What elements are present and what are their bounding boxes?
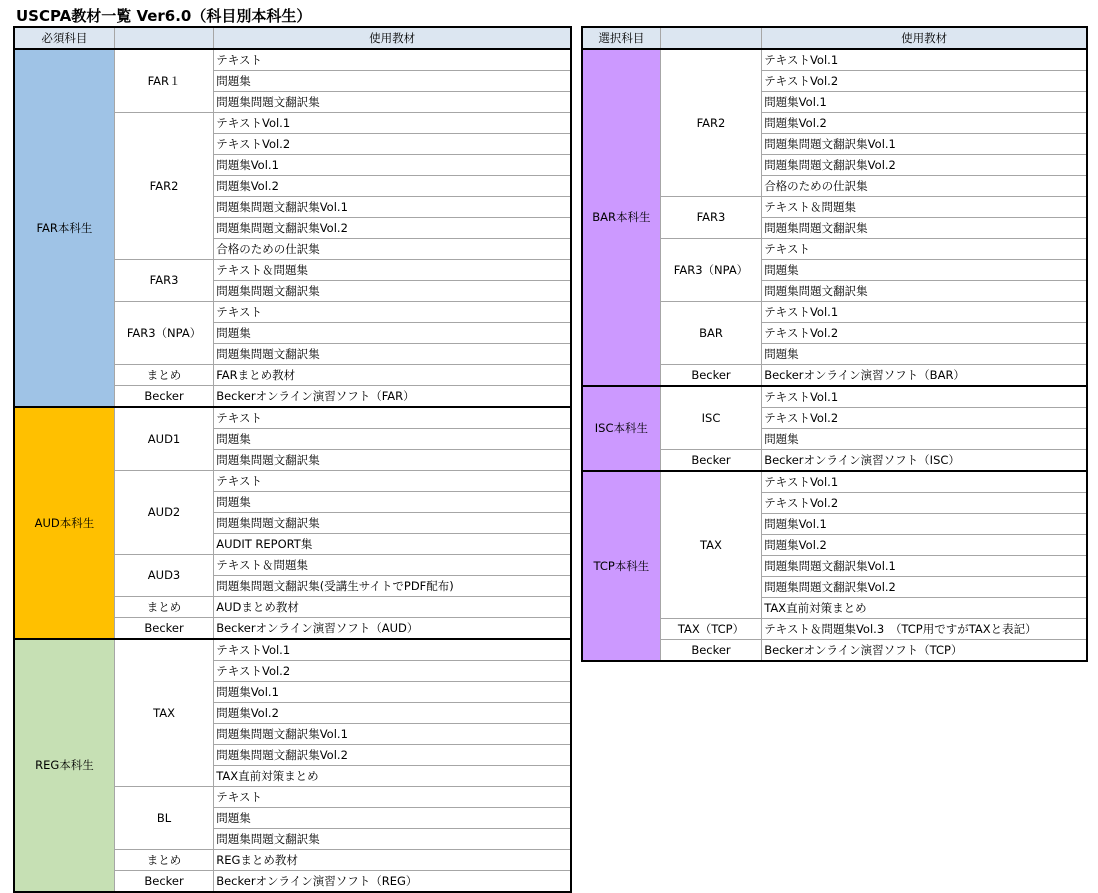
material-cell: REGまとめ教材 (214, 850, 571, 871)
material-cell: 問題集 (214, 71, 571, 92)
elective-subjects-table (581, 26, 1088, 662)
material-cell: テキスト＆問題集 (762, 197, 1087, 218)
table-row (14, 639, 571, 661)
course-group-cell: Becker (660, 450, 761, 472)
material-cell: テキストVol.2 (762, 408, 1087, 429)
material-cell: 問題集問題文翻訳集 (214, 829, 571, 850)
material-cell: 問題集 (214, 429, 571, 450)
material-cell: テキストVol.2 (762, 71, 1087, 92)
course-group-cell: まとめ (114, 850, 213, 871)
course-group-cell: FAR3 (114, 260, 213, 302)
material-cell: Beckerオンライン演習ソフト（BAR） (762, 365, 1087, 387)
subject-section (14, 639, 571, 892)
course-group-cell: FAR3 (660, 197, 761, 239)
subject-section (14, 407, 571, 639)
material-cell: 問題集 (214, 323, 571, 344)
material-cell: 問題集Vol.1 (214, 682, 571, 703)
material-cell: 問題集 (762, 429, 1087, 450)
material-cell: 問題集問題文翻訳集Vol.1 (214, 724, 571, 745)
material-cell: 問題集問題文翻訳集Vol.2 (214, 745, 571, 766)
course-group-cell: FAR3（NPA） (114, 302, 213, 365)
material-cell: テキスト (214, 302, 571, 323)
material-cell: 問題集 (762, 344, 1087, 365)
material-cell: FARまとめ教材 (214, 365, 571, 386)
header-blank (660, 27, 761, 49)
material-cell: 問題集 (762, 260, 1087, 281)
course-group-cell: FAR１ (114, 49, 213, 113)
material-cell: 問題集 (214, 492, 571, 513)
material-cell: テキストVol.2 (762, 493, 1087, 514)
header-subject: 必須科目 (14, 27, 114, 49)
subject-cell: BAR本科生 (582, 49, 660, 386)
course-group-cell: まとめ (114, 365, 213, 386)
material-cell: 問題集問題文翻訳集 (214, 344, 571, 365)
subject-section (582, 471, 1087, 661)
subject-cell: REG本科生 (14, 639, 114, 892)
subject-cell: AUD本科生 (14, 407, 114, 639)
page-title: USCPA教材一覧 Ver6.0（科目別本科生） (16, 7, 312, 25)
material-cell: Beckerオンライン演習ソフト（AUD） (214, 618, 571, 640)
material-cell: テキストVol.1 (214, 639, 571, 661)
material-cell: Beckerオンライン演習ソフト（TCP） (762, 640, 1087, 662)
material-cell: 問題集問題文翻訳集 (214, 450, 571, 471)
material-cell: AUDIT REPORT集 (214, 534, 571, 555)
material-cell: 問題集問題文翻訳集 (762, 281, 1087, 302)
material-cell: 問題集問題文翻訳集 (214, 92, 571, 113)
table-row (582, 49, 1087, 71)
course-group-cell: BL (114, 787, 213, 850)
material-cell: 問題集Vol.1 (762, 514, 1087, 535)
material-cell: 問題集Vol.2 (214, 703, 571, 724)
material-cell: テキスト (214, 49, 571, 71)
header-blank (114, 27, 213, 49)
table-row (582, 471, 1087, 493)
material-cell: テキストVol.2 (762, 323, 1087, 344)
material-cell: AUDまとめ教材 (214, 597, 571, 618)
material-cell: テキストVol.1 (762, 471, 1087, 493)
table-row (582, 386, 1087, 408)
subject-cell: ISC本科生 (582, 386, 660, 471)
course-group-cell: AUD2 (114, 471, 213, 555)
subject-cell: FAR本科生 (14, 49, 114, 407)
material-cell: テキスト (214, 471, 571, 492)
material-cell: 問題集問題文翻訳集Vol.1 (214, 197, 571, 218)
subject-cell: TCP本科生 (582, 471, 660, 661)
subject-section (582, 49, 1087, 386)
material-cell: 合格のための仕訳集 (214, 239, 571, 260)
material-cell: Beckerオンライン演習ソフト（REG） (214, 871, 571, 893)
subject-section (14, 49, 571, 407)
course-group-cell: FAR2 (660, 49, 761, 197)
material-cell: TAX直前対策まとめ (762, 598, 1087, 619)
course-group-cell: TAX (660, 471, 761, 619)
material-cell: テキストVol.1 (762, 302, 1087, 323)
course-group-cell: TAX (114, 639, 213, 787)
course-group-cell: Becker (660, 640, 761, 662)
material-cell: 問題集Vol.2 (762, 535, 1087, 556)
material-cell: Beckerオンライン演習ソフト（FAR） (214, 386, 571, 408)
header-materials: 使用教材 (214, 27, 571, 49)
material-cell: 問題集Vol.1 (762, 92, 1087, 113)
course-group-cell: TAX（TCP） (660, 619, 761, 640)
material-cell: テキスト＆問題集Vol.3 （TCP用ですがTAXと表記） (762, 619, 1087, 640)
material-cell: 問題集問題文翻訳集Vol.1 (762, 134, 1087, 155)
material-cell: 問題集問題文翻訳集 (214, 513, 571, 534)
required-subjects-table (13, 26, 572, 893)
material-cell: 問題集問題文翻訳集Vol.2 (762, 155, 1087, 176)
material-cell: 問題集問題文翻訳集 (762, 218, 1087, 239)
material-cell: 問題集 (214, 808, 571, 829)
course-group-cell: AUD3 (114, 555, 213, 597)
table-header-row (582, 27, 1087, 49)
material-cell: テキストVol.1 (762, 49, 1087, 71)
table-row (14, 49, 571, 71)
material-cell: テキストVol.1 (762, 386, 1087, 408)
material-cell: 問題集問題文翻訳集 (214, 281, 571, 302)
material-cell: Beckerオンライン演習ソフト（ISC） (762, 450, 1087, 472)
course-group-cell: まとめ (114, 597, 213, 618)
header-materials: 使用教材 (762, 27, 1087, 49)
material-cell: テキスト (214, 787, 571, 808)
material-cell: 問題集Vol.1 (214, 155, 571, 176)
material-cell: 合格のための仕訳集 (762, 176, 1087, 197)
course-group-cell: Becker (114, 871, 213, 893)
subject-section (582, 386, 1087, 471)
header-subject: 選択科目 (582, 27, 660, 49)
course-group-cell: BAR (660, 302, 761, 365)
course-group-cell: FAR3（NPA） (660, 239, 761, 302)
course-group-cell: Becker (114, 386, 213, 408)
course-group-cell: FAR2 (114, 113, 213, 260)
material-cell: テキストVol.2 (214, 661, 571, 682)
material-cell: テキスト (762, 239, 1087, 260)
material-cell: テキスト (214, 407, 571, 429)
material-cell: 問題集Vol.2 (214, 176, 571, 197)
material-cell: テキストVol.1 (214, 113, 571, 134)
course-group-cell: AUD1 (114, 407, 213, 471)
material-cell: テキストVol.2 (214, 134, 571, 155)
material-cell: 問題集問題文翻訳集Vol.2 (214, 218, 571, 239)
material-cell: TAX直前対策まとめ (214, 766, 571, 787)
material-cell: 問題集Vol.2 (762, 113, 1087, 134)
table-row (14, 407, 571, 429)
table-header-row (14, 27, 571, 49)
material-cell: テキスト＆問題集 (214, 260, 571, 281)
material-cell: 問題集問題文翻訳集Vol.1 (762, 556, 1087, 577)
material-cell: テキスト＆問題集 (214, 555, 571, 576)
material-cell: 問題集問題文翻訳集Vol.2 (762, 577, 1087, 598)
course-group-cell: Becker (660, 365, 761, 387)
material-cell: 問題集問題文翻訳集(受講生サイトでPDF配布) (214, 576, 571, 597)
course-group-cell: ISC (660, 386, 761, 450)
course-group-cell: Becker (114, 618, 213, 640)
